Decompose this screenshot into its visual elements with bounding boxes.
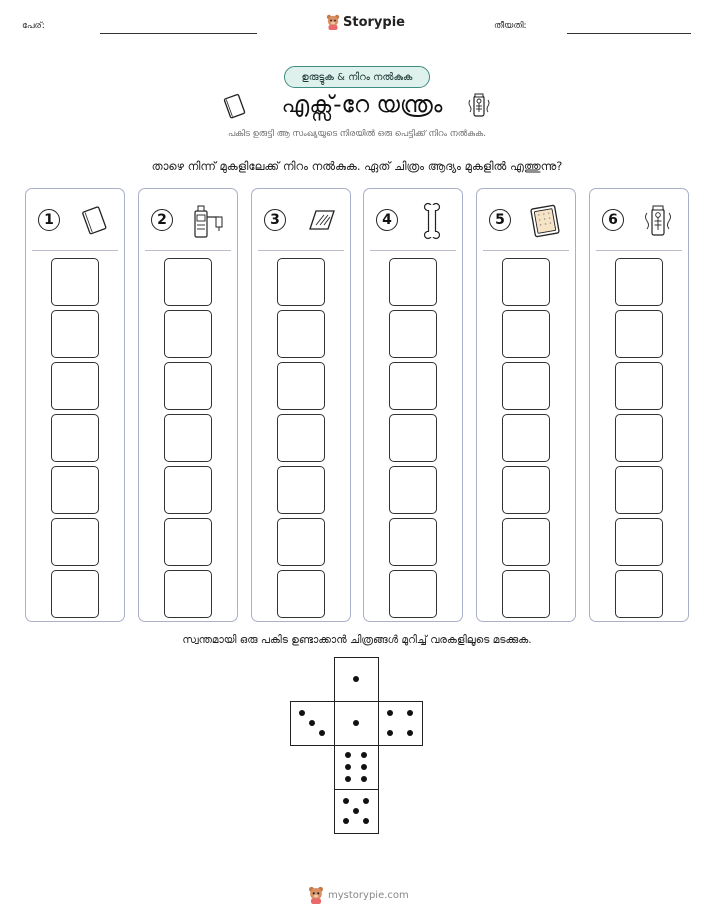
column-2 bbox=[138, 188, 238, 622]
column-divider bbox=[32, 250, 118, 251]
bear-mascot-icon bbox=[308, 886, 324, 904]
color-instruction: താഴെ നിന്ന് മുകളിലേക്ക് നിറം നൽകുക. ഏത് ചിത്രം ആദ്യം മുകളിൽ എത്തുന്നു? bbox=[151, 159, 563, 173]
dice-face-3 bbox=[290, 701, 335, 746]
glass-plate-icon bbox=[302, 201, 338, 241]
column-divider bbox=[258, 250, 344, 251]
dice-pip bbox=[343, 798, 349, 804]
color-box[interactable] bbox=[615, 310, 663, 358]
dice-pip bbox=[353, 720, 359, 726]
color-box[interactable] bbox=[615, 466, 663, 514]
column-1 bbox=[25, 188, 125, 622]
dice-face-6 bbox=[334, 745, 379, 790]
bone-icon bbox=[414, 201, 450, 241]
color-box[interactable] bbox=[164, 310, 212, 358]
column-number: 6 bbox=[602, 209, 624, 231]
color-box[interactable] bbox=[502, 362, 550, 410]
dice-pip bbox=[345, 752, 351, 758]
column-5 bbox=[476, 188, 576, 622]
color-box[interactable] bbox=[502, 570, 550, 618]
color-box[interactable] bbox=[389, 362, 437, 410]
column-divider bbox=[370, 250, 456, 251]
color-box[interactable] bbox=[51, 310, 99, 358]
color-box[interactable] bbox=[615, 570, 663, 618]
name-label: പേര്: bbox=[22, 21, 45, 31]
footer-url[interactable]: mystorypie.com bbox=[328, 889, 409, 901]
color-box[interactable] bbox=[277, 466, 325, 514]
color-box[interactable] bbox=[502, 414, 550, 462]
dice-pip bbox=[363, 818, 369, 824]
dice-pip bbox=[407, 710, 413, 716]
color-box[interactable] bbox=[164, 362, 212, 410]
date-line[interactable] bbox=[567, 33, 691, 34]
dice-pip bbox=[343, 818, 349, 824]
page-title: എക്സ്-റേ യന്ത്രം bbox=[281, 92, 443, 118]
color-box[interactable] bbox=[164, 570, 212, 618]
color-box[interactable] bbox=[389, 258, 437, 306]
column-4 bbox=[363, 188, 463, 622]
column-divider bbox=[596, 250, 682, 251]
dice-face-4 bbox=[378, 701, 423, 746]
brand-logo bbox=[326, 12, 405, 32]
color-box[interactable] bbox=[615, 362, 663, 410]
bear-mascot-icon bbox=[326, 14, 340, 30]
color-box[interactable] bbox=[277, 362, 325, 410]
dice-pip bbox=[299, 710, 305, 716]
film-panel-icon bbox=[527, 201, 563, 241]
dice-pip bbox=[387, 730, 393, 736]
dice-net-instruction: സ്വന്തമായി ഒരു പകിട ഉണ്ടാക്കാൻ ചിത്രങ്ങൾ മുറിച്ച് വരകളിലൂടെ മടക്കുക. bbox=[182, 634, 532, 646]
color-box[interactable] bbox=[502, 258, 550, 306]
xray-machine-icon bbox=[189, 201, 225, 241]
color-box[interactable] bbox=[164, 518, 212, 566]
color-box[interactable] bbox=[389, 518, 437, 566]
color-box[interactable] bbox=[389, 466, 437, 514]
activity-badge: ഉരുട്ടുക & നിറം നൽകുക bbox=[284, 66, 430, 88]
dice-pip bbox=[361, 764, 367, 770]
brand-name: Storypie bbox=[343, 14, 405, 30]
dice-pip bbox=[309, 720, 315, 726]
date-label: തീയതി: bbox=[494, 21, 527, 31]
color-box[interactable] bbox=[164, 466, 212, 514]
dice-pip bbox=[407, 730, 413, 736]
column-number: 3 bbox=[264, 209, 286, 231]
color-box[interactable] bbox=[51, 466, 99, 514]
column-number: 4 bbox=[376, 209, 398, 231]
color-box[interactable] bbox=[51, 258, 99, 306]
dice-pip bbox=[361, 776, 367, 782]
column-divider bbox=[145, 250, 231, 251]
skeleton-jar-icon bbox=[466, 92, 492, 120]
dice-pip bbox=[353, 676, 359, 682]
book-icon bbox=[76, 201, 112, 241]
dice-pip bbox=[345, 764, 351, 770]
color-box[interactable] bbox=[51, 362, 99, 410]
color-box[interactable] bbox=[389, 414, 437, 462]
color-box[interactable] bbox=[502, 518, 550, 566]
column-3 bbox=[251, 188, 351, 622]
color-box[interactable] bbox=[277, 310, 325, 358]
column-6 bbox=[589, 188, 689, 622]
color-box[interactable] bbox=[615, 414, 663, 462]
color-box[interactable] bbox=[615, 258, 663, 306]
name-line[interactable] bbox=[100, 33, 257, 34]
color-box[interactable] bbox=[277, 570, 325, 618]
column-number: 1 bbox=[38, 209, 60, 231]
column-number: 5 bbox=[489, 209, 511, 231]
dice-pip bbox=[361, 752, 367, 758]
dice-pip bbox=[363, 798, 369, 804]
color-box[interactable] bbox=[389, 570, 437, 618]
dice-face-5 bbox=[334, 789, 379, 834]
color-box[interactable] bbox=[51, 518, 99, 566]
dice-pip bbox=[345, 776, 351, 782]
color-box[interactable] bbox=[164, 258, 212, 306]
dice-pip bbox=[319, 730, 325, 736]
color-box[interactable] bbox=[277, 258, 325, 306]
dice-face-1 bbox=[334, 701, 379, 746]
column-divider bbox=[483, 250, 569, 251]
color-box[interactable] bbox=[277, 414, 325, 462]
color-box[interactable] bbox=[51, 414, 99, 462]
column-number: 2 bbox=[151, 209, 173, 231]
color-box[interactable] bbox=[277, 518, 325, 566]
color-box[interactable] bbox=[502, 310, 550, 358]
color-box[interactable] bbox=[389, 310, 437, 358]
color-box[interactable] bbox=[615, 518, 663, 566]
dice-pip bbox=[387, 710, 393, 716]
dice-pip bbox=[353, 808, 359, 814]
footer bbox=[308, 885, 409, 905]
color-box[interactable] bbox=[51, 570, 99, 618]
dice-face-1 bbox=[334, 657, 379, 702]
color-box[interactable] bbox=[502, 466, 550, 514]
page-subtitle: പകിട ഉരുട്ടി ആ സംഖ്യയുടെ നിരയിൽ ഒരു പെട്ടിക്ക് നിറം നൽകുക. bbox=[228, 129, 486, 139]
color-box[interactable] bbox=[164, 414, 212, 462]
book-icon bbox=[221, 93, 249, 119]
skeleton-jar-icon bbox=[640, 201, 676, 241]
